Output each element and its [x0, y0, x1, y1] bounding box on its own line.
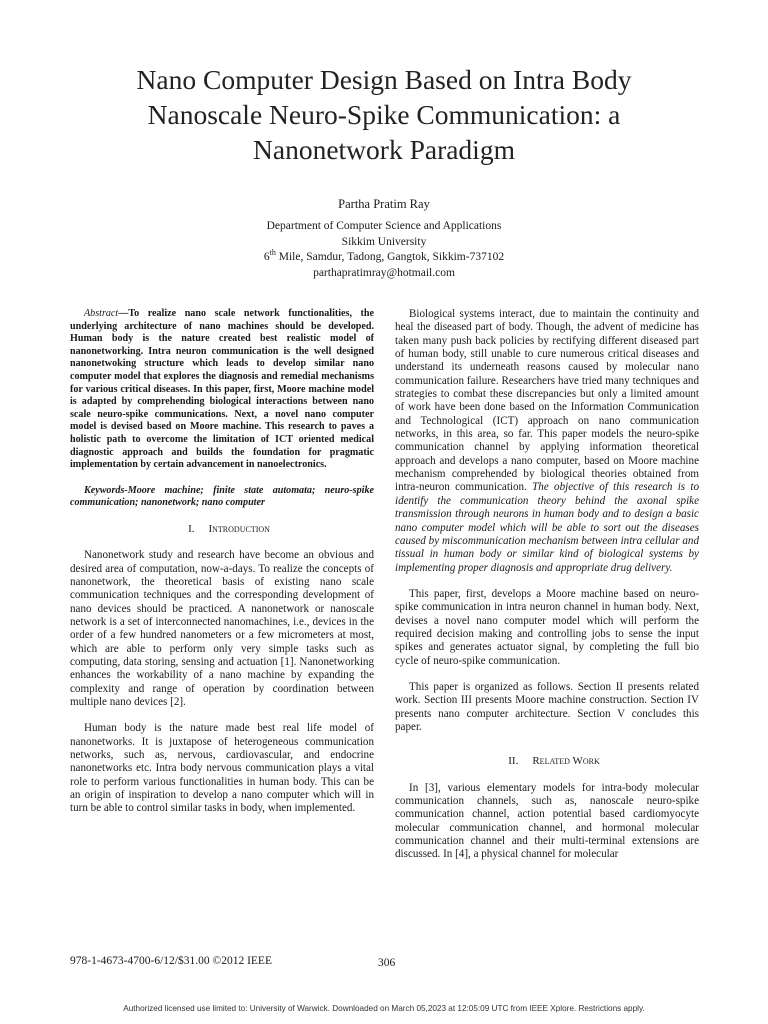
paragraph: In [3], various elementary models for intra-body molecular communication channels, such as, nanoscale neuro-spike communication channel, action potential based cardiomyocyte molecular communication channel, and hormonal molecular communication channel and their multi-terminal extensions are discussed. In [4], a physical channel for molecular: [395, 781, 699, 861]
objective-statement: The objective of this research is to identify the communication theory behind the axonal spike transmission through neurons in human body and to design a basic nano computer model which will be able to sort out the diseases caused by miscommunication mechanism between intra cellular and tissual in human body or similar kind of biological systems by implementing proper diagnosis and appropriate drug delivery.: [395, 481, 699, 574]
title-line-3: Nanonetwork Paradigm: [253, 134, 515, 165]
page-number: 306: [378, 957, 396, 969]
footer-isbn: 978-1-4673-4700-6/12/$31.00 ©2012 IEEE: [70, 955, 272, 967]
paragraph-text: Biological systems interact, due to maintain the continuity and heal the diseased part of body. Though, the advent of medicine has taken many push back policies by rectifying different diseased part of human body, still unable to cure numerous critical diseases and understand its underneath reasons caused by molecular nano communication failure. Researchers have tried many techniques and strategies to combat these discrepancies but only a limited amount of work have been done based on the Information Communication and Technological (ICT) approach on nano communication networks, in this area, so far. This paper models the neuro-spike communication channel by applying information theoretical approach and develops a nano computer, based on Moore machine mechanism comprehended by biological theories obtained from intra-neuron communication.: [395, 308, 699, 494]
section-heading-introduction: [70, 523, 374, 536]
paragraph: Human body is the nature made best real life model of nanonetworks. It is juxtapose of heterogeneous communication networks, such as, nervous, cardiovascular, and endocrine nanonetworks etc. Intra body nervous communication plays a vital role to perform various functionalities in human body. This can be an origin of inspiration to develop a nano computer which will in turn be able to control similar tasks in body, when implemented.: [70, 722, 374, 815]
keywords: Keywords-Moore machine; finite state automata; neuro-spike communication; nanonetwork; nano computer: [70, 484, 374, 509]
paper-title: [60, 62, 708, 167]
left-column: [70, 308, 374, 829]
address-number: 6: [263, 251, 270, 263]
section-title: Introduction: [208, 522, 270, 535]
abstract: [70, 308, 374, 472]
address-rest: Mile, Samdur, Tadong, Gangtok, Sikkim-737102: [275, 251, 505, 263]
paragraph: This paper, first, develops a Moore machine based on neuro-spike communication in intra neuron channel in human body. Next, devises a novel nano computer model which will perform the required decision making and controlling jobs to sense the input spikes and generates actuator signal, by completing the full bio cycle of neuro-spike communication.: [395, 587, 699, 667]
right-column: [395, 308, 699, 875]
author-address: [0, 250, 768, 266]
section-number: II.: [508, 755, 519, 768]
paragraph: [395, 308, 699, 575]
license-note: Authorized licensed use limited to: University of Warwick. Downloaded on March 05,2023 at 12:05:09 UTC from IEEE Xplore. Restrictions apply.: [123, 1004, 645, 1013]
abstract-lead: Abstract: [84, 308, 119, 319]
title-line-1: Nano Computer Design Based on Intra Body: [136, 64, 632, 95]
author-name: Partha Pratim Ray: [338, 197, 430, 211]
address-superscript: th: [269, 248, 276, 258]
paragraph: This paper is organized as follows. Section II presents related work. Section III presents Moore machine construction. Section IV presents nano computer architecture. Section V concludes this paper.: [395, 680, 699, 733]
author-department: Department of Computer Science and Applications: [266, 220, 502, 232]
section-heading-related-work: [395, 755, 699, 768]
abstract-body: —To realize nano scale network functionalities, the underlying architecture of nano machines should be developed. Human body is the nature created best realistic model of nanonetworking. Intra neuron communication is the well designed nanonetwoking structure which leads to develop similar nano computer model that explores the diagnosis and remedial mechanisms for various critical diseases. In this paper, first, Moore machine model is adapted by comprehending biological interactions between nano scale neuro-spike communications. Next, a novel nano computer model is devised based on Moore machine. This research to paves a holistic path to overcome the limitation of ICT oriented medical diagnostic approach and builds the foundation for pragmatic implementation by certain advancement in nanoelectronics.: [70, 308, 374, 471]
author-university: Sikkim University: [341, 235, 427, 248]
section-title: Related Work: [532, 755, 600, 768]
title-line-2: Nanoscale Neuro-Spike Communication: a: [147, 99, 621, 130]
paragraph: Nanonetwork study and research have become an obvious and desired area of computation, now-a-days. To realize the concepts of nanonetwork, the theoretical basis of existing nano scale communication techniques and the corresponding development of nano devices should be practiced. A nanonetwork or nanoscale network is a set of interconnected nanomachines, i.e., devices in the order of a few hundred nanometers or a few micrometers at most, which are able to perform only very simple tasks such as computing, data storing, sensing and actuation [1]. Nanonetworking enhances the workability of a nano machine by expanding the complexity and range of operation by coordination between multiple nano devices [2].: [70, 549, 374, 709]
author-block: [0, 196, 768, 281]
section-number: I.: [188, 522, 195, 535]
author-email: parthapratimray@hotmail.com: [313, 266, 455, 279]
